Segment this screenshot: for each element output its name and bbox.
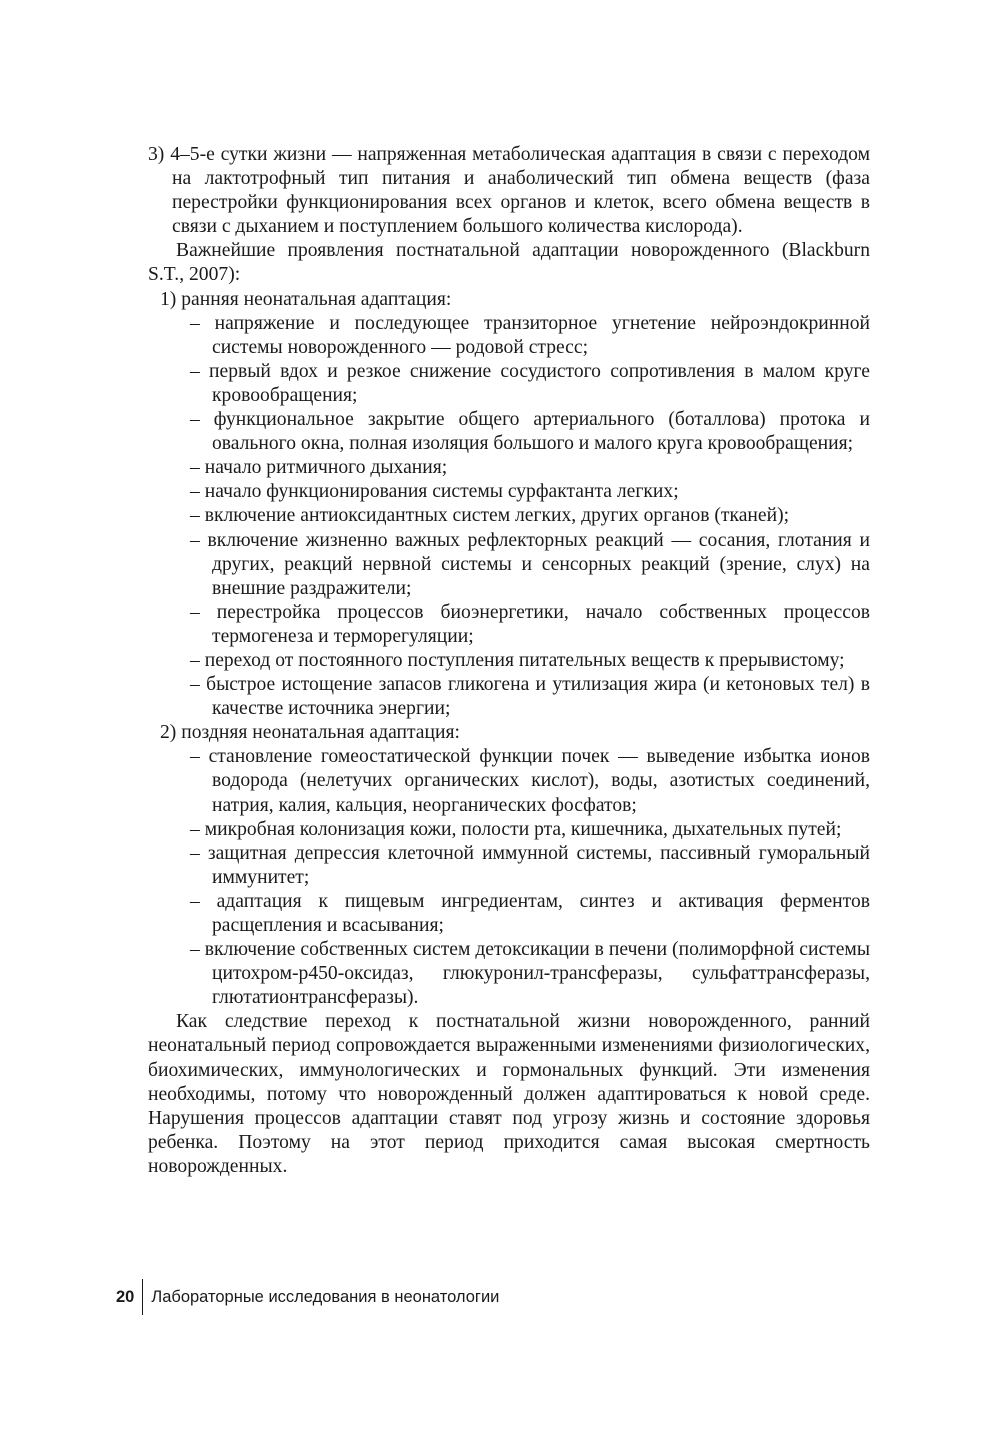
page-footer <box>116 1280 499 1314</box>
section-early-heading <box>160 288 870 312</box>
page-body <box>148 143 870 1179</box>
list-item: – начало ритмичного дыхания; <box>190 457 448 479</box>
list-item: – функциональное закрытие общего артериального (боталлова) протока и овального окна, полная изоляция большого и малого круга кровообращения; <box>190 409 870 455</box>
section-marker: 1) <box>160 288 177 310</box>
section-title: поздняя неонатальная адаптация: <box>181 722 460 744</box>
list-item: – включение собственных систем детоксикации в печени (полиморфной системы цитохром-p450-оксидаз, глюкуронил-трансферазы, сульфаттрансферазы, глютатионтрансферазы). <box>190 939 870 1009</box>
list-item: – микробная колонизация кожи, полости рта, кишечника, дыхательных путей; <box>190 818 842 840</box>
section-title: ранняя неонатальная адаптация: <box>181 288 452 310</box>
list-item: – первый вдох и резкое снижение сосудистого сопротивления в малом круге кровообращения; <box>190 360 870 406</box>
list-item: – включение жизненно важных рефлекторных реакций — сосания, глотания и других, реакций нервной системы и сенсорных реакций (зрение, слух) на внешние раздражители; <box>190 529 870 599</box>
footer-divider <box>142 1279 143 1315</box>
list-item: – перестройка процессов биоэнергетики, начало собственных процессов термогенеза и терморегуляции; <box>190 601 870 647</box>
conclusion-paragraph: Как следствие переход к постнатальной жизни новорожденного, ранний неонатальный период сопровождается выраженными изменениями физиологических, биохимических, иммунологических и гормональных функций. Эти изменения необходимы, потому что новорожденный должен адаптироваться к новой среде. Нарушения процессов адаптации ставят под угрозу жизнь и состояние здоровья ребенка. Поэтому на этот период приходится самая высокая смертность новорожденных. <box>148 1011 870 1177</box>
section-late-heading <box>160 721 870 745</box>
page-number: 20 <box>116 1287 135 1306</box>
list-item: – защитная депрессия клеточной иммунной системы, пассивный гуморальный иммунитет; <box>190 842 870 888</box>
list-item: – адаптация к пищевым ингредиентам, синтез и активация ферментов расщепления и всасывания; <box>190 890 870 936</box>
list-item: – быстрое истощение запасов гликогена и утилизация жира (и кетоновых тел) в качестве источника энергии; <box>190 674 870 720</box>
list-item: – становление гомеостатической функции почек — выведение избытка ионов водорода (нелетучих органических кислот), воды, азотистых соединений, натрия, калия, кальция, неорганических фосфатов; <box>190 746 870 816</box>
numbered-item-3 <box>148 143 870 239</box>
list-item: – начало функционирования системы сурфактанта легких; <box>190 481 679 503</box>
running-title: Лабораторные исследования в неонатологии <box>151 1287 500 1306</box>
item-text: 4–5-е сутки жизни — напряженная метаболическая адаптация в связи с переходом на лактотрофный тип питания и анаболический тип обмена веществ (фаза перестройки функционирования всех органов и клеток, всего обмена веществ в связи с дыханием и поступлением большого количества кислорода). <box>170 144 870 238</box>
section-marker: 2) <box>160 722 177 744</box>
list-item: – включение антиоксидантных систем легких, других органов (тканей); <box>190 505 790 527</box>
lead-paragraph: Важнейшие проявления постнатальной адаптации новорожденного (Blackburn S.T., 2007): <box>148 240 870 286</box>
list-item: – переход от постоянного поступления питательных веществ к прерывистому; <box>190 649 845 671</box>
list-item: – напряжение и последующее транзиторное угнетение нейроэндокринной системы новорожденного — родовой стресс; <box>190 312 870 358</box>
item-marker: 3) <box>148 144 165 165</box>
